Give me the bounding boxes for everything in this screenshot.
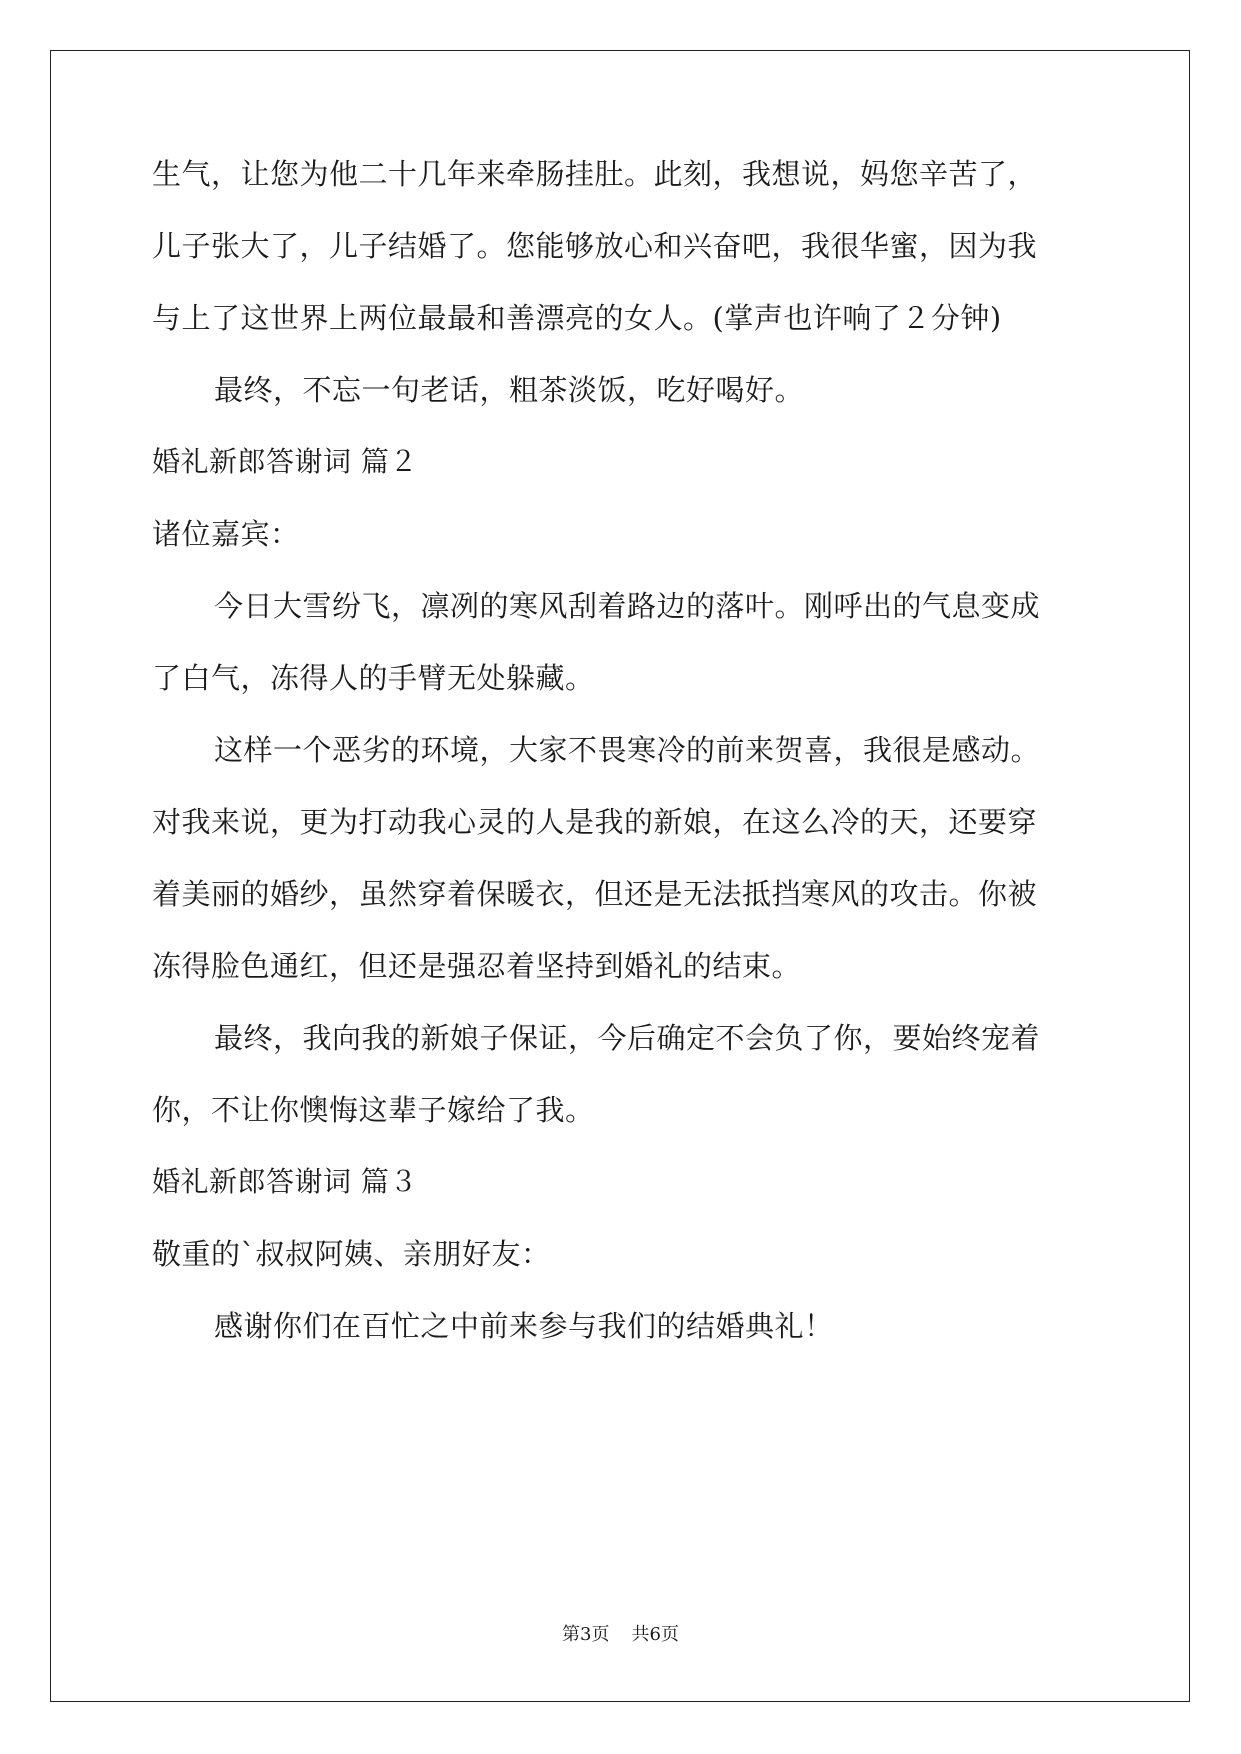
section-heading: 婚礼新郎答谢词 篇３ [152, 1165, 418, 1198]
section-heading: 婚礼新郎答谢词 篇２ [152, 445, 418, 478]
paragraph-line: 对我来说，更为打动我心灵的人是我的新娘，在这么冷的天，还要穿 [152, 805, 1038, 839]
total-pages: 共6页 [631, 1624, 679, 1645]
paragraph-line: 儿子张大了，儿子结婚了。您能够放心和兴奋吧，我很华蜜，因为我 [152, 229, 1038, 263]
paragraph-line: 你，不让你懊悔这辈子嫁给了我。 [152, 1093, 595, 1127]
page-footer [0, 1623, 1241, 1647]
current-page-number: 第3页 [562, 1624, 610, 1645]
paragraph-line: 感谢你们在百忙之中前来参与我们的结婚典礼！ [214, 1309, 834, 1343]
salutation: 敬重的`叔叔阿姨、亲朋好友： [152, 1237, 551, 1271]
paragraph-line: 最终，不忘一句老话，粗茶淡饭，吃好喝好。 [214, 373, 805, 407]
paragraph-line: 最终，我向我的新娘子保证，今后确定不会负了你，要始终宠着 [214, 1021, 1041, 1055]
paragraph-line: 今日大雪纷飞，凛冽的寒风刮着路边的落叶。刚呼出的气息变成 [214, 589, 1041, 623]
paragraph-line: 这样一个恶劣的环境，大家不畏寒冷的前来贺喜，我很是感动。 [214, 733, 1041, 767]
salutation: 诸位嘉宾： [152, 517, 300, 551]
paragraph-line: 生气，让您为他二十几年来牵肠挂肚。此刻，我想说，妈您辛苦了， [152, 157, 1038, 191]
paragraph-line: 了白气，冻得人的手臂无处躲藏。 [152, 661, 595, 695]
paragraph-line: 冻得脸色通红，但还是强忍着坚持到婚礼的结束。 [152, 949, 802, 983]
paragraph-line: 与上了这世界上两位最最和善漂亮的女人。(掌声也许响了２分钟) [152, 301, 1002, 335]
paragraph-line: 着美丽的婚纱，虽然穿着保暖衣，但还是无法抵挡寒风的攻击。你被 [152, 877, 1038, 911]
